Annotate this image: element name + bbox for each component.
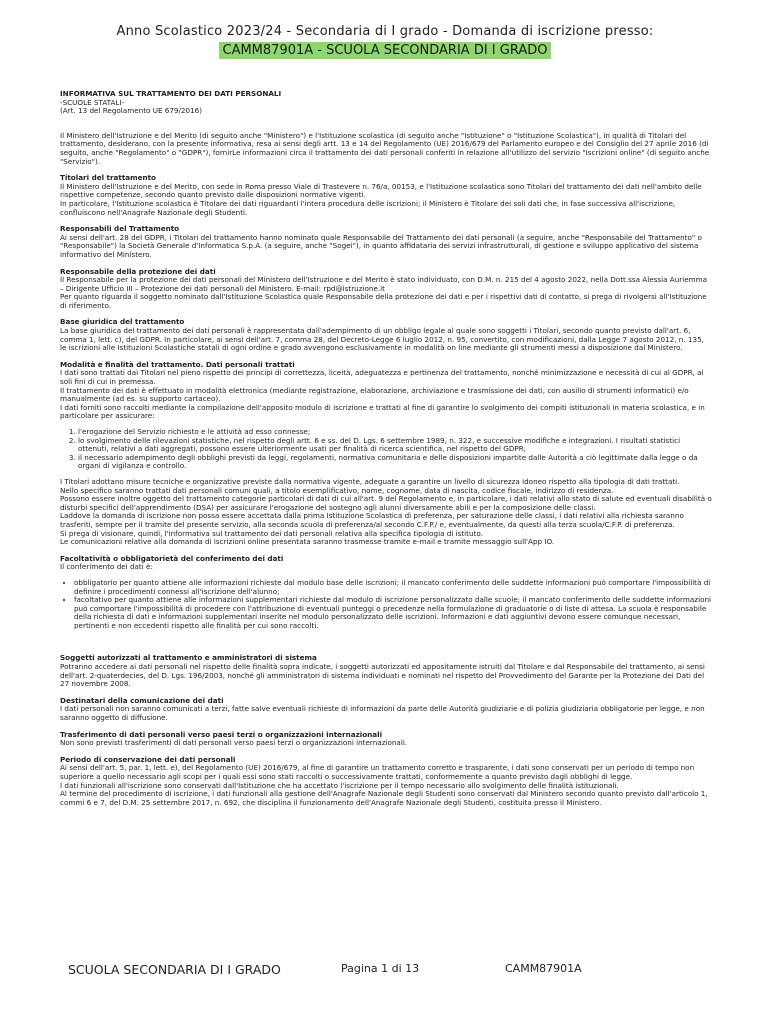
section-title: Modalità e finalità del trattamento. Dati personali trattati	[60, 359, 295, 369]
section-trasferimento	[60, 731, 712, 748]
paragraph: Il Ministero dell'Istruzione e del Merito, con sede in Roma presso Viale di Trastevere n. 76/a, 00153, e l'Istituzione scolastica sono Titolari del trattamento dei dati nell'ambito delle rispettive competenze, secondo quanto previsto dalle disposizioni normative vigenti.	[60, 181, 702, 200]
document-subtitle: -SCUOLE STATALI-	[60, 97, 125, 107]
list-item: 2. lo svolgimento delle rilevazioni statistiche, nel rispetto degli artt. 6 e ss. del D. Lgs. 6 settembre 1989, n. 322, e successive modifiche e integrazioni. I risultati statistici ottenuti, relativi a dati aggregati, possono essere ulteriormente usati per finalità di ricerca scientifica, nel rispetto del GDPR;	[78, 437, 712, 454]
purpose-list	[60, 428, 712, 471]
paragraph: Laddove la domanda di iscrizione non possa essere accettata dalla prima Istituzione Scolastica di preferenza, per saturazione delle classi, i dati relativi alla richiesta saranno trasferiti, sempre per il tramite del presente servizio, alla seconda scuola di preferenza/al secondo C.F.P./ e, eventualmente, da questi alla terza scuola/C.F.P. di preferenza.	[60, 511, 684, 529]
footer-school-code: CAMM87901A	[505, 962, 582, 975]
section-modalita	[60, 361, 712, 547]
paragraph: Il conferimento dei dati è:	[60, 562, 153, 572]
section-soggetti	[60, 654, 712, 688]
section-title: Periodo di conservazione dei dati personali	[60, 754, 236, 764]
paragraph: Nello specifico saranno trattati dati personali comuni quali, a titolo esemplificativo, nome, cognome, data di nascita, codice fiscale, indirizzo di residenza.	[60, 485, 614, 495]
list-item: • obbligatorio per quanto attiene alle informazioni richieste dal modulo base delle iscrizioni; il mancato conferimento delle suddette informazioni può comportare l'impossibilità di definire i procedimenti connessi all'iscrizione dell'alunno;	[74, 579, 712, 596]
paragraph: Il Responsabile per la protezione dei dati personali del Ministero dell'Istruzione e del Merito è stato individuato, con D.M. n. 215 del 4 agosto 2022, nella Dott.ssa Alessia Auriemma – Dirigente Ufficio III – Protezione dei dati personali del Ministero. E-mail: rpd@istruzione.it	[60, 275, 708, 293]
paragraph: Potranno accedere ai dati personali nel rispetto delle finalità sopra indicate, i soggetti autorizzati ed appositamente istruiti dal Titolare e dal Responsabile del trattamento, ai sensi dell'art. 2-quaterdecies, del D. Lgs. 196/2003, nonché gli amministratori di sistema individuati e nominati nel rispetto del Provvedimento del Garante per la Protezione dei Dati del 27 novembre 2008.	[60, 662, 705, 689]
document-reference: (Art. 13 del Regolamento UE 679/2016)	[60, 106, 203, 116]
document-title: INFORMATIVA SUL TRATTAMENTO DEI DATI PERSONALI	[60, 89, 282, 98]
section-title: Responsabile della protezione dei dati	[60, 266, 216, 276]
footer-school-name: SCUOLA SECONDARIA DI I GRADO	[68, 962, 281, 977]
conferimento-list	[60, 579, 712, 631]
paragraph: Ai sensi dell'art. 28 del GDPR, i Titolari del trattamento hanno nominato quale Responsabile del Trattamento dei dati personali (a seguire, anche "Responsabile del Trattamento" o "Responsabile") la Società Generale d'Informatica S.p.A. (a seguire, anche "Sogei"), in quanto affidataria dei servizi infrastrutturali, di gestione e sviluppo applicativo del sistema informativo del Ministero.	[60, 232, 702, 259]
page-footer	[0, 962, 770, 982]
section-title: Trasferimento di dati personali verso paesi terzi o organizzazioni internazionali	[60, 729, 383, 739]
paragraph: I Titolari adottano misure tecniche e organizzative previste dalla normativa vigente, adeguate a garantire un livello di sicurezza idoneo rispetto alla tipologia di dati trattati.	[60, 476, 680, 486]
section-periodo	[60, 756, 712, 808]
paragraph: Le comunicazioni relative alla domanda di iscrizioni online presentata saranno trasmesse tramite e-mail e tramite messaggio sull'App IO.	[60, 537, 555, 547]
paragraph: In particolare, l'Istituzione scolastica è Titolare dei dati riguardanti l'intera procedura delle iscrizioni; il Ministero è Titolare dei soli dati che, in fase successiva all'iscrizione, confluiscono nell'Anagrafe Nazionale degli Studenti.	[60, 198, 676, 217]
intro-paragraph: Il Ministero dell'Istruzione e del Merito (di seguito anche "Ministero") e l'Istituzione scolastica (di seguito anche "Istituzione" o "Istituzione Scolastica"), in qualità di Titolari del trattamento, desiderano, con la presente informativa, resa ai sensi degli artt. 13 e 14 del Regolamento (UE) 2016/679 del Parlamento europeo e del Consiglio del 27 aprile 2016 (di seguito, anche "Regolamento" o "GDPR"), fornirLe informazioni circa il trattamento dei dati personali conferiti in relazione all'utilizzo del servizio "Iscrizioni online" (di seguito anche "Servizio").	[60, 130, 710, 166]
paragraph: I dati funzionali all'iscrizione sono conservati dall'Istituzione che ha accettato l'iscrizione per il tempo necessario allo svolgimento delle finalità istituzionali.	[60, 780, 619, 790]
header-school-badge: CAMM87901A - SCUOLA SECONDARIA DI I GRADO	[219, 42, 552, 59]
section-title: Destinatari della comunicazione dei dati	[60, 695, 224, 705]
paragraph: La base giuridica del trattamento dei dati personali è rappresentata dall'adempimento di un obbligo legale al quale sono soggetti i Titolari, secondo quanto previsto dall'art. 6, comma 1, lett. c), del GDPR. In particolare, ai sensi dell'art. 7, comma 28, del Decreto-Legge 6 luglio 2012, n. 95, convertito, con modificazioni, dalla Legge 7 agosto 2012, n. 135, le iscrizioni alle Istituzioni Scolastiche statali di ogni ordine e grado avvengono esclusivamente in modalità on line mediante gli strumenti messi a disposizione dal Ministero.	[60, 326, 704, 353]
header-title: Anno Scolastico 2023/24 - Secondaria di I grado - Domanda di iscrizione presso:	[116, 24, 654, 39]
section-title: Titolari del trattamento	[60, 173, 156, 183]
document-body	[60, 90, 712, 807]
section-title: Soggetti autorizzati al trattamento e amministratori di sistema	[60, 653, 317, 663]
paragraph: Possono essere inoltre oggetto del trattamento categorie particolari di dati di cui all'art. 9 del Regolamento e, in particolare, i dati relativi allo stato di salute ed eventuali disabilità o disturbi specifici dell'apprendimento (DSA) per assicurare l'erogazione del sostegno agli alunni diversamente abili e per la composizione delle classi.	[60, 494, 712, 512]
section-responsabili	[60, 225, 712, 259]
section-titolari	[60, 174, 712, 217]
paragraph: Il trattamento dei dati è effettuato in modalità elettronica (mediante registrazione, elaborazione, archiviazione e trasmissione dei dati, con ausilio di strumenti informatici) e/o manualmente (ad es. su supporto cartaceo).	[60, 385, 689, 404]
paragraph: Si prega di visionare, quindi, l'informativa sul trattamento dei dati personali relativa alla specifica tipologia di istituto.	[60, 528, 483, 538]
list-item: • facoltativo per quanto attiene alle informazioni supplementari richieste dal modulo di iscrizione personalizzato dalle scuole; il mancato conferimento delle suddette informazioni può comportare l'impossibilità di procedere con l'attribuzione di eventuali punteggi o precedenze nella formulazione di graduatorie o di liste di attesa. La scuola è responsabile della richiesta di dati e informazioni supplementari inserite nel modulo personalizzato delle iscrizioni. Informazioni e dati aggiuntivi devono essere comunque necessari, pertinenti e non eccedenti rispetto alle finalità per cui sono raccolti.	[74, 596, 712, 630]
paragraph: I dati forniti sono raccolti mediante la compilazione dell'apposito modulo di iscrizione e trattati al fine di garantire lo svolgimento dei compiti istituzionali in materia scolastica, e in particolare per assicurare:	[60, 402, 705, 421]
section-title: Facoltatività o obbligatorietà del conferimento dei dati	[60, 553, 284, 563]
section-facoltativita	[60, 555, 712, 631]
section-base-giuridica	[60, 318, 712, 352]
page-header	[0, 24, 770, 59]
paragraph: I dati personali non saranno comunicati a terzi, fatte salve eventuali richieste di informazioni da parte delle Autorità giudiziarie e di polizia giudiziaria obbligatorie per legge, e non saranno oggetto di diffusione.	[60, 704, 705, 723]
list-item: 1. l'erogazione del Servizio richiesto e le attività ad esso connesse;	[78, 428, 712, 437]
section-destinatari	[60, 697, 712, 723]
section-title: Base giuridica del trattamento	[60, 317, 185, 327]
paragraph: Non sono previsti trasferimenti di dati personali verso paesi terzi o organizzazioni internazionali.	[60, 738, 408, 748]
footer-page-number: Pagina 1 di 13	[341, 962, 420, 975]
paragraph: I dati sono trattati dai Titolari nel pieno rispetto dei principi di correttezza, liceità, adeguatezza e pertinenza del trattamento, nonché minimizzazione e necessità di cui al GDPR, ai soli fini di cui in premessa.	[60, 368, 704, 387]
paragraph: Al termine del procedimento di iscrizione, i dati funzionali alla gestione dell'Anagrafe Nazionale degli Studenti sono conservati dal Ministero secondo quanto previsto dall'articolo 1, commi 6 e 7, del D.M. 25 settembre 2017, n. 692, che disciplina il funzionamento dell'Anagrafe Nazionale degli Studenti, costituita presso il Ministero.	[60, 789, 708, 807]
paragraph: Per quanto riguarda il soggetto nominato dall'Istituzione Scolastica quale Responsabile della protezione dei dati e per i rispettivi dati di contatto, si prega di rivolgersi all'Istituzione di riferimento.	[60, 292, 707, 310]
paragraph: Ai sensi dell'art. 5, par. 1, lett. e), del Regolamento (UE) 2016/679, al fine di garantire un trattamento corretto e trasparente, i dati sono conservati per un periodo di tempo non superiore a quello necessario agli scopi per i quali essi sono stati raccolti o successivamente trattati, conformemente a quanto previsto dagli obblighi di legge.	[60, 763, 695, 781]
list-item: 3. il necessario adempimento degli obblighi previsti da leggi, regolamenti, normativa comunitaria e delle disposizioni impartite dalle Autorità a ciò legittimate dalla legge o da organi di vigilanza e controllo.	[78, 454, 712, 471]
section-rpd	[60, 268, 712, 311]
section-title: Responsabili del Trattamento	[60, 224, 180, 234]
